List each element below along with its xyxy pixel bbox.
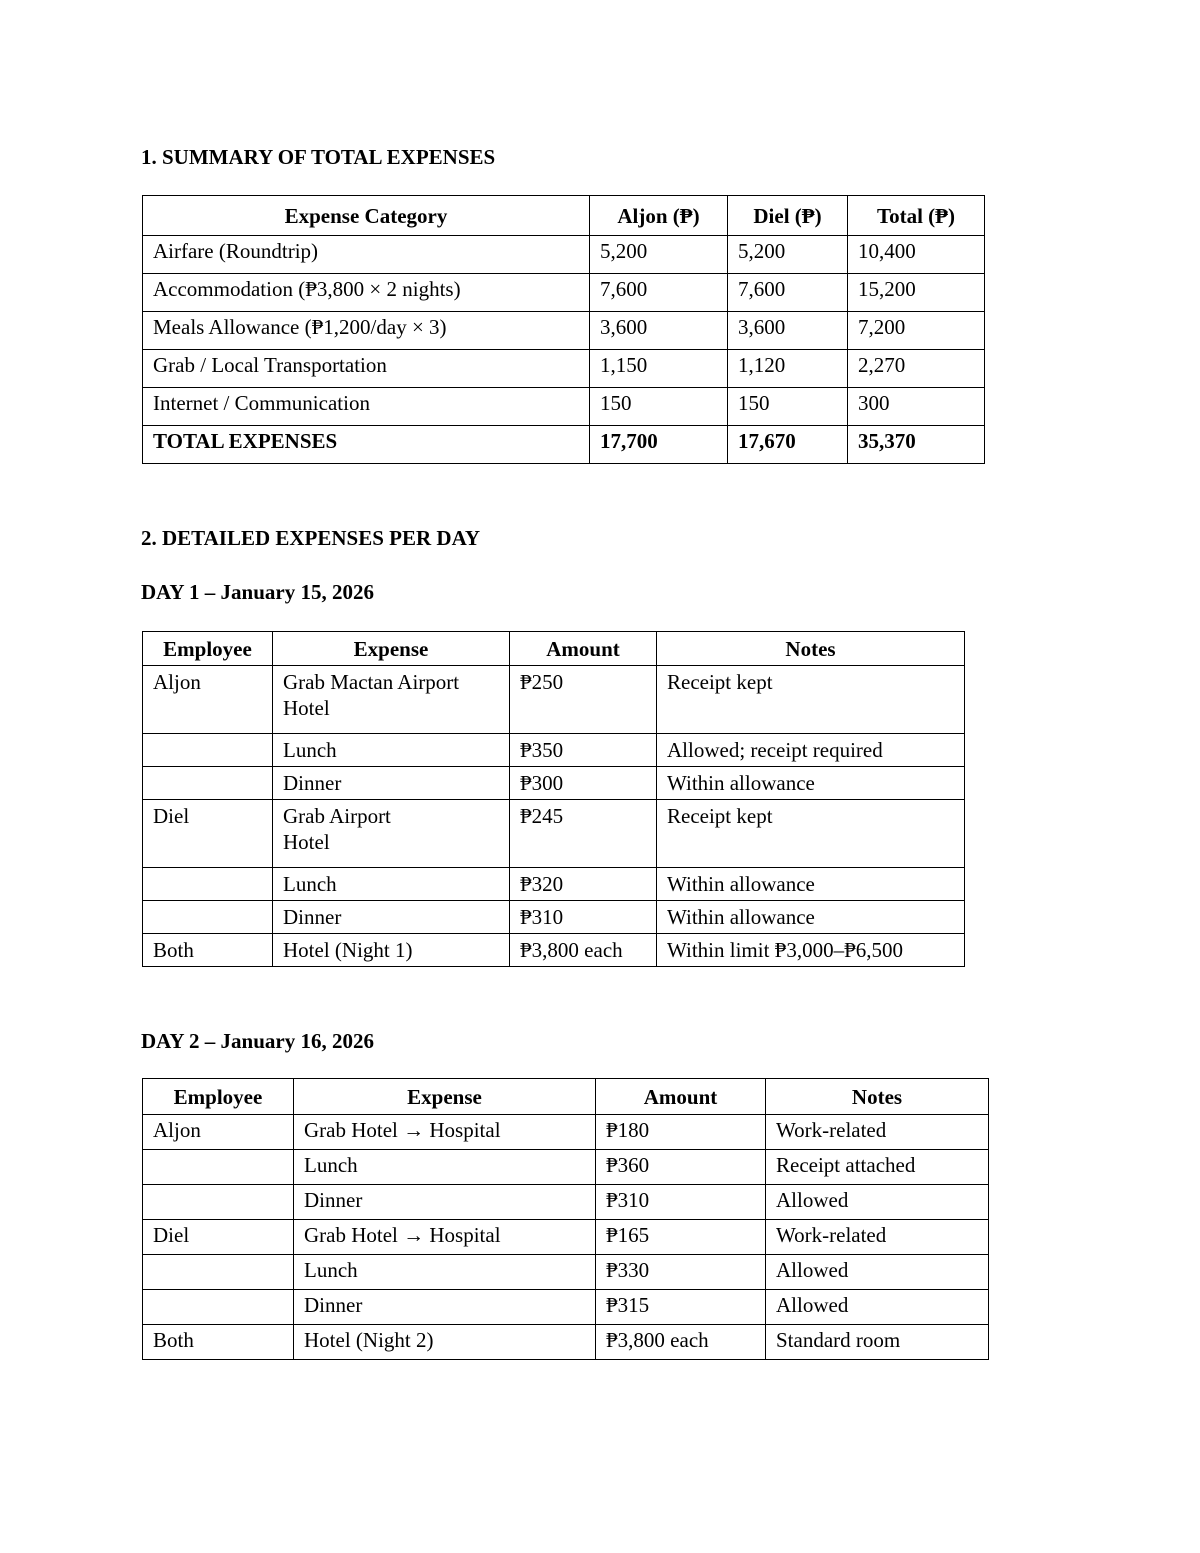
table-cell: 17,670 bbox=[728, 426, 848, 464]
table-cell: Aljon bbox=[143, 1115, 294, 1150]
table-cell: ₱3,800 each bbox=[510, 934, 657, 967]
table-cell: Accommodation (₱3,800 × 2 nights) bbox=[143, 274, 590, 312]
table-cell: Internet / Communication bbox=[143, 388, 590, 426]
table-cell: 150 bbox=[728, 388, 848, 426]
table-row bbox=[143, 350, 985, 388]
table-row bbox=[143, 274, 985, 312]
table-header-row bbox=[143, 196, 985, 236]
table-cell: Lunch bbox=[273, 734, 510, 767]
table-cell: Both bbox=[143, 934, 273, 967]
table-cell: 1,150 bbox=[590, 350, 728, 388]
table-cell: Grab Mactan Airport Hotel bbox=[273, 666, 510, 734]
table-cell: 10,400 bbox=[848, 236, 985, 274]
table-cell: Lunch bbox=[273, 868, 510, 901]
table-cell bbox=[143, 1255, 294, 1290]
table-cell: ₱315 bbox=[596, 1290, 766, 1325]
table-cell: Hotel (Night 2) bbox=[294, 1325, 596, 1360]
table-cell: Dinner bbox=[294, 1290, 596, 1325]
table-cell: 35,370 bbox=[848, 426, 985, 464]
table-row bbox=[143, 734, 965, 767]
table-cell: Allowed bbox=[766, 1185, 989, 1220]
column-header: Notes bbox=[657, 632, 965, 666]
table-cell bbox=[143, 1185, 294, 1220]
day1-table bbox=[142, 631, 965, 967]
table-cell: ₱320 bbox=[510, 868, 657, 901]
table-row bbox=[143, 767, 965, 800]
table-cell: ₱310 bbox=[510, 901, 657, 934]
table-cell bbox=[143, 868, 273, 901]
table-cell: 3,600 bbox=[590, 312, 728, 350]
table-cell: Within allowance bbox=[657, 767, 965, 800]
table-row bbox=[143, 312, 985, 350]
table-row bbox=[143, 1185, 989, 1220]
table-cell bbox=[143, 1290, 294, 1325]
table-cell: 300 bbox=[848, 388, 985, 426]
table-cell: Allowed; receipt required bbox=[657, 734, 965, 767]
table-cell: ₱165 bbox=[596, 1220, 766, 1255]
column-header: Employee bbox=[143, 1079, 294, 1115]
table-row bbox=[143, 666, 965, 734]
table-row bbox=[143, 901, 965, 934]
table-row bbox=[143, 1220, 989, 1255]
table-cell: Dinner bbox=[273, 767, 510, 800]
summary-table bbox=[142, 195, 985, 464]
table-cell: 5,200 bbox=[728, 236, 848, 274]
table-row bbox=[143, 800, 965, 868]
table-header-row bbox=[143, 632, 965, 666]
table-cell bbox=[143, 1150, 294, 1185]
table-row bbox=[143, 868, 965, 901]
table-cell: Lunch bbox=[294, 1150, 596, 1185]
table-cell: 1,120 bbox=[728, 350, 848, 388]
table-cell: 17,700 bbox=[590, 426, 728, 464]
table-row bbox=[143, 1150, 989, 1185]
table-cell: ₱330 bbox=[596, 1255, 766, 1290]
table-cell: 150 bbox=[590, 388, 728, 426]
column-header: Expense Category bbox=[143, 196, 590, 236]
table-row bbox=[143, 1325, 989, 1360]
day1-heading: DAY 1 – January 15, 2026 bbox=[141, 580, 374, 604]
summary-table-body bbox=[143, 236, 985, 464]
table-cell: Aljon bbox=[143, 666, 273, 734]
column-header: Expense bbox=[294, 1079, 596, 1115]
detailed-heading: 2. DETAILED EXPENSES PER DAY bbox=[141, 526, 480, 550]
table-cell: Diel bbox=[143, 1220, 294, 1255]
table-row bbox=[143, 236, 985, 274]
table-cell: Within allowance bbox=[657, 868, 965, 901]
table-cell: 7,200 bbox=[848, 312, 985, 350]
table-cell: Work-related bbox=[766, 1220, 989, 1255]
table-cell bbox=[143, 901, 273, 934]
table-cell: Allowed bbox=[766, 1290, 989, 1325]
table-cell: ₱360 bbox=[596, 1150, 766, 1185]
day2-table bbox=[142, 1078, 989, 1360]
table-cell: Airfare (Roundtrip) bbox=[143, 236, 590, 274]
table-cell: ₱300 bbox=[510, 767, 657, 800]
table-cell: Diel bbox=[143, 800, 273, 868]
table-cell: Hotel (Night 1) bbox=[273, 934, 510, 967]
table-cell: Receipt kept bbox=[657, 800, 965, 868]
table-cell: Allowed bbox=[766, 1255, 989, 1290]
column-header: Expense bbox=[273, 632, 510, 666]
summary-heading: 1. SUMMARY OF TOTAL EXPENSES bbox=[141, 145, 496, 169]
table-row bbox=[143, 1115, 989, 1150]
table-cell: 15,200 bbox=[848, 274, 985, 312]
day1-table-body bbox=[143, 666, 965, 967]
table-cell: Meals Allowance (₱1,200/day × 3) bbox=[143, 312, 590, 350]
table-cell: Standard room bbox=[766, 1325, 989, 1360]
table-cell: 3,600 bbox=[728, 312, 848, 350]
table-cell: ₱310 bbox=[596, 1185, 766, 1220]
table-cell: Grab Hotel → Hospital bbox=[294, 1115, 596, 1150]
table-row bbox=[143, 1290, 989, 1325]
table-cell: 7,600 bbox=[728, 274, 848, 312]
table-cell: Within limit ₱3,000–₱6,500 bbox=[657, 934, 965, 967]
table-cell bbox=[143, 734, 273, 767]
table-cell: ₱180 bbox=[596, 1115, 766, 1150]
table-cell: Within allowance bbox=[657, 901, 965, 934]
table-cell: ₱350 bbox=[510, 734, 657, 767]
day2-table-body bbox=[143, 1115, 989, 1360]
table-row bbox=[143, 388, 985, 426]
table-cell: Both bbox=[143, 1325, 294, 1360]
table-cell: Work-related bbox=[766, 1115, 989, 1150]
table-cell: ₱245 bbox=[510, 800, 657, 868]
day2-heading: DAY 2 – January 16, 2026 bbox=[141, 1029, 374, 1053]
table-row bbox=[143, 1255, 989, 1290]
column-header: Employee bbox=[143, 632, 273, 666]
column-header: Aljon (₱) bbox=[590, 196, 728, 236]
table-header-row bbox=[143, 1079, 989, 1115]
table-cell: 2,270 bbox=[848, 350, 985, 388]
table-cell: 5,200 bbox=[590, 236, 728, 274]
table-cell: ₱3,800 each bbox=[596, 1325, 766, 1360]
table-cell: TOTAL EXPENSES bbox=[143, 426, 590, 464]
table-cell: ₱250 bbox=[510, 666, 657, 734]
table-cell: Dinner bbox=[273, 901, 510, 934]
table-cell: Receipt kept bbox=[657, 666, 965, 734]
table-cell: Grab Hotel → Hospital bbox=[294, 1220, 596, 1255]
table-cell: Lunch bbox=[294, 1255, 596, 1290]
column-header: Amount bbox=[596, 1079, 766, 1115]
table-cell: Receipt attached bbox=[766, 1150, 989, 1185]
column-header: Total (₱) bbox=[848, 196, 985, 236]
table-cell: Grab Airport Hotel bbox=[273, 800, 510, 868]
column-header: Notes bbox=[766, 1079, 989, 1115]
table-cell: 7,600 bbox=[590, 274, 728, 312]
column-header: Amount bbox=[510, 632, 657, 666]
table-cell: Dinner bbox=[294, 1185, 596, 1220]
table-row bbox=[143, 426, 985, 464]
table-row bbox=[143, 934, 965, 967]
table-cell bbox=[143, 767, 273, 800]
table-cell: Grab / Local Transportation bbox=[143, 350, 590, 388]
column-header: Diel (₱) bbox=[728, 196, 848, 236]
